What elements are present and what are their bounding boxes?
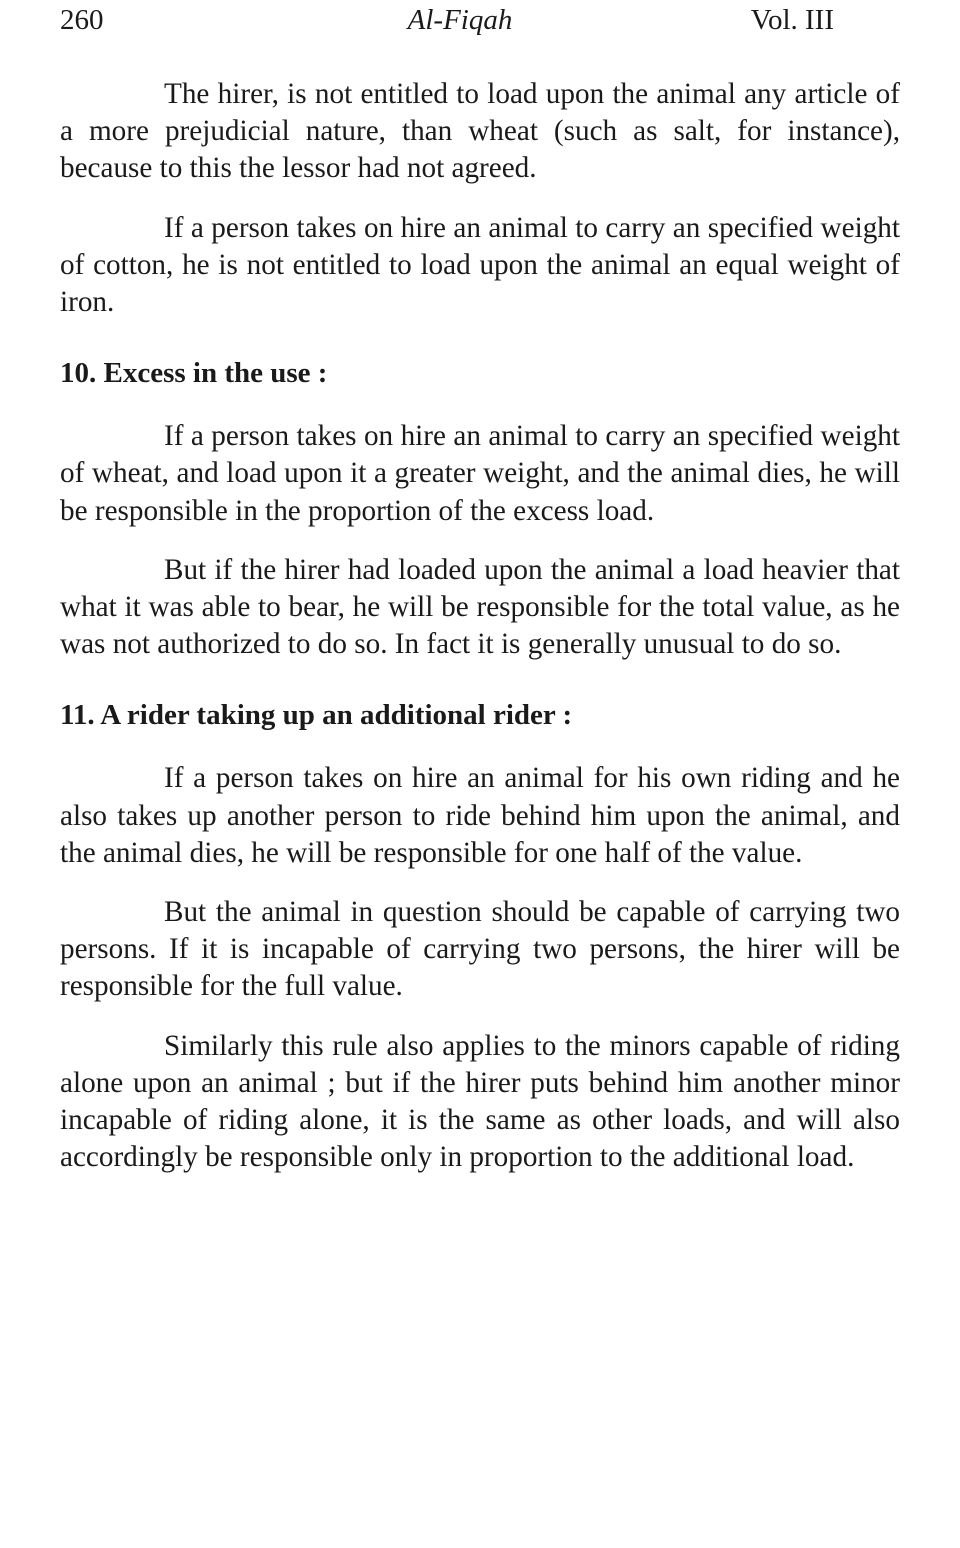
section-heading-additional-rider: 11. A rider taking up an additional rider : xyxy=(60,699,573,732)
volume-label: Vol. III xyxy=(750,4,834,36)
page-number: 260 xyxy=(60,4,104,36)
paragraph-greater-weight: If a person takes on hire an animal to carry an specified weight of wheat, and load upon it a greater weight, and the animal dies, he will be responsible in the proportion of the excess load. xyxy=(60,420,900,527)
book-title: Al-Fiqah xyxy=(407,4,513,36)
paragraph-heavier-load: But if the hirer had loaded upon the animal a load heavier that what it was able to bear, he will be responsible for the total value, as he was not authorized to do so. In fact it is generally unusual to do so. xyxy=(60,553,900,661)
paragraph-own-riding: If a person takes on hire an animal for his own riding and he also takes up another person to ride behind him upon the animal, and the animal dies, he will be responsible for one half of the value. xyxy=(60,762,900,869)
section-heading-excess-in-use: 10. Excess in the use : xyxy=(60,357,328,390)
book-page xyxy=(60,0,900,1548)
paragraph-cotton-iron: If a person takes on hire an animal to carry an specified weight of cotton, he is not entitled to load upon the animal an equal weight of iron. xyxy=(60,211,900,319)
running-header xyxy=(60,0,900,52)
paragraph-hirer-not-entitled: The hirer, is not entitled to load upon the animal any article of a more prejudicial nature, than wheat (such as salt, for instance), because to this the lessor had not agreed. xyxy=(60,78,900,185)
paragraph-minors: Similarly this rule also applies to the minors capable of riding alone upon an animal ; but if the hirer puts behind him another minor incapable of riding alone, it is the same as other loads, and will also accordingly be responsible only in proportion to the additional load. xyxy=(60,1029,900,1174)
paragraph-two-persons: But the animal in question should be capable of carrying two persons. If it is incapable of carrying two persons, the hirer will be responsible for the full value. xyxy=(60,896,900,1003)
